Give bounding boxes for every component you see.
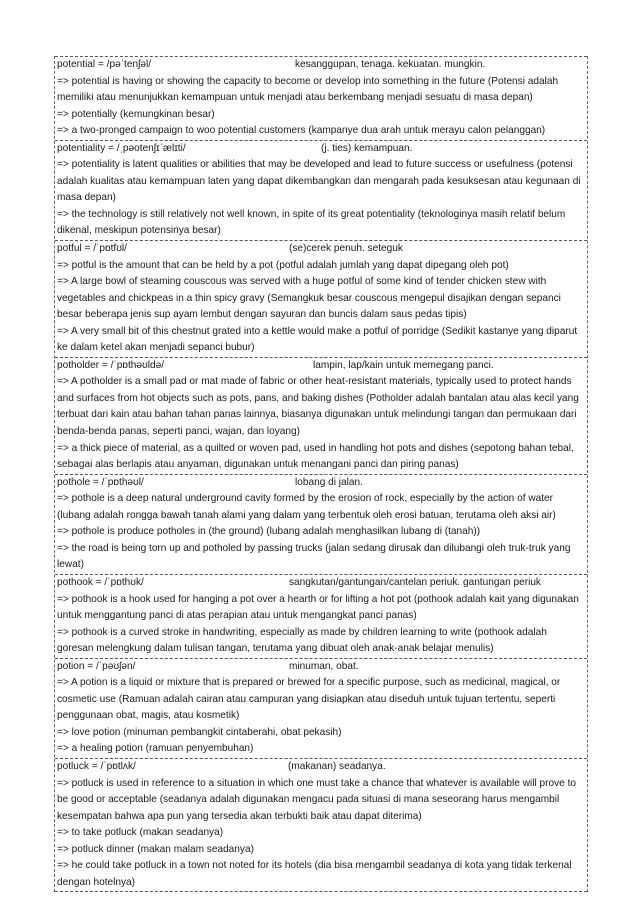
entry-line: => a healing potion (ramuan penyembuhan) bbox=[57, 743, 254, 755]
entry-line: => the road is being torn up and potholed by passing trucks (jalan sedang dirusak dan dilubangi oleh truk-truk yang lewat) bbox=[57, 542, 571, 571]
entry-line: => to take potluck (makan seadanya) bbox=[57, 827, 224, 839]
entry-term: potentiality = /ˌpəotenʃɪˈælɪti/ bbox=[57, 142, 186, 154]
entry-line: => pothook is a curved stroke in handwriting, especially as made by children learning to write (pothook adalah goresan melengkung dalam tulisan tangan, terutama yang dibuat oleh anak-anak belajar menulis) bbox=[57, 626, 547, 655]
entry-header bbox=[57, 575, 585, 592]
entry-term: potholder = /ˈpɒthəʊldə/ bbox=[57, 359, 165, 371]
entry-header bbox=[57, 659, 585, 676]
entry-term: potluck = /ˈpɒtlʌk/ bbox=[57, 760, 136, 772]
entry-line: => a thick piece of material, as a quilted or woven pad, used in handling hot pots and dishes (sepotong bahan tebal, sebagai alas berlapis atau anyaman, digunakan untuk menangani panci dan piring panas) bbox=[57, 442, 574, 471]
entry-line: => A potholder is a small pad or mat made of fabric or other heat-resistant materials, typically used to protect hands and surfaces from hot objects such as pots, pans, and baking dishes (Potholder adalah bantalan atau alas kecil yang terbuat dari kain atau bahan tahan panas lainnya, biasanya digunakan untuk melindungi tangan dan permukaan dari benda-benda panas, seperti panci, wajan, dan loyang) bbox=[57, 376, 579, 438]
entry-meaning: lampin, lap/kain untuk memegang panci. bbox=[313, 359, 494, 371]
entry-line: => love potion (minuman pembangkit cintaberahi, obat pekasih) bbox=[57, 726, 342, 738]
dictionary-entry bbox=[55, 474, 587, 574]
entry-line: => potentiality is latent qualities or abilities that may be developed and lead to future success or usefulness (potensi adalah kualitas atau kemampuan laten yang dapat dikembangkan dan mengarah pada kesuksesan atau kegunaan di masa depan) bbox=[57, 159, 581, 204]
entry-line: => pothook is a hook used for hanging a pot over a hearth or for lifting a hot pot (pothook adalah kait yang digunakan untuk menggantung panci di atas perapian atau untuk mengangkat panci panas) bbox=[57, 593, 579, 622]
dictionary-entry bbox=[55, 56, 587, 140]
entry-header bbox=[57, 358, 585, 375]
entry-line: => potential is having or showing the capacity to become or develop into something in the future (Potensi adalah memiliki atau menunjukkan kemampuan untuk menjadi atau berkembang menjadi sesuatu di masa depan) bbox=[57, 75, 559, 104]
entry-line: => potluck dinner (makan malam seadanya) bbox=[57, 843, 254, 855]
entry-line: => the technology is still relatively not well known, in spite of its great potentiality (teknologinya masih relatif belum dikenal, meskipun potensinya besar) bbox=[57, 208, 566, 237]
entry-line: => A large bowl of steaming couscous was served with a huge potful of some kind of tender chicken stew with vegetables and chickpeas in a thin spicy gravy (Semangkuk besar couscous mengepul disajikan dengan sepanci besar beberapa jenis sup ayam lembut dengan sayuran dan buncis dalam saus pedas tipis) bbox=[57, 276, 561, 321]
entry-term: pothole = /ˈpɒthəʊl/ bbox=[57, 476, 144, 488]
entry-header bbox=[57, 759, 585, 776]
dictionary-entry bbox=[55, 140, 587, 240]
entry-term: potion = /ˈpəʊʃən/ bbox=[57, 660, 136, 672]
dictionary-entry bbox=[55, 758, 587, 892]
dictionary-page bbox=[54, 56, 588, 892]
entry-line: => potful is the amount that can be held by a pot (potful adalah jumlah yang dapat dipegang oleh pot) bbox=[57, 259, 509, 271]
entry-term: potential = /pəˈtenʃəl/ bbox=[57, 59, 151, 70]
entry-meaning: (makanan) seadanya. bbox=[288, 760, 386, 772]
entry-term: potful = /ˈpɒtfʊl/ bbox=[57, 243, 127, 255]
entry-line: => A very small bit of this chestnut grated into a kettle would make a potful of porridge (Sedikit kastanye yang diparut ke dalam ketel akan menjadi sepanci bubur) bbox=[57, 325, 578, 354]
entry-meaning: sangkutan/gantungan/cantelan periuk. gantungan periuk bbox=[289, 576, 541, 588]
entry-meaning: kesanggupan, tenaga. kekuatan. mungkin. bbox=[295, 59, 486, 70]
entry-header bbox=[57, 57, 585, 74]
entry-line: => A potion is a liquid or mixture that is prepared or brewed for a specific purpose, such as medicinal, magical, or cosmetic use (Ramuan adalah cairan atau campuran yang disiapkan atau diseduh untuk tujuan tertentu, seperti penggunaan obat, magis, atau kosmetik) bbox=[57, 677, 561, 722]
entry-line: => pothole is a deep natural underground cavity formed by the erosion of rock, especially by the action of water (lubang adalah rongga bawah tanah alami yang dalam yang terbentuk oleh erosi batuan, terutama oleh aksi air) bbox=[57, 493, 556, 521]
entry-meaning: lobang di jalan. bbox=[295, 476, 363, 488]
entry-header bbox=[57, 475, 585, 492]
entry-line: => potluck is used in reference to a situation in which one must take a chance that whatever is available will prove to be good or acceptable (seadanya adalah digunakan mengacu pada situasi di mana seseorang harus mengambil kesempatan bahwa apa pun yang tersedia akan terbukti baik atau dapat diterima) bbox=[57, 777, 576, 822]
dictionary-entry bbox=[55, 357, 587, 474]
entry-header bbox=[57, 241, 585, 258]
entry-line: => a two-pronged campaign to woo potential customers (kampanye dua arah untuk merayu calon pelanggan) bbox=[57, 125, 546, 137]
entry-header bbox=[57, 141, 585, 158]
dictionary-entry bbox=[55, 240, 587, 357]
entry-meaning: (se)cerek penuh. seteguk bbox=[289, 243, 403, 255]
entry-term: pothook = /ˈpɒthʊk/ bbox=[57, 576, 144, 588]
entry-line: => pothole is produce potholes in (the ground) (lubang adalah menghasilkan lubang di (tanah)) bbox=[57, 526, 481, 538]
dictionary-entry bbox=[55, 658, 587, 758]
entry-line: => he could take potluck in a town not noted for its hotels (dia bisa mengambil seadanya di kota yang tidak terkenal dengan hotelnya) bbox=[57, 860, 572, 888]
entry-meaning: minuman, obat. bbox=[289, 660, 359, 672]
entry-meaning: (j. ties) kemampuan. bbox=[321, 142, 413, 154]
entry-line: => potentially (kemungkinan besar) bbox=[57, 108, 215, 120]
dictionary-entry bbox=[55, 574, 587, 658]
